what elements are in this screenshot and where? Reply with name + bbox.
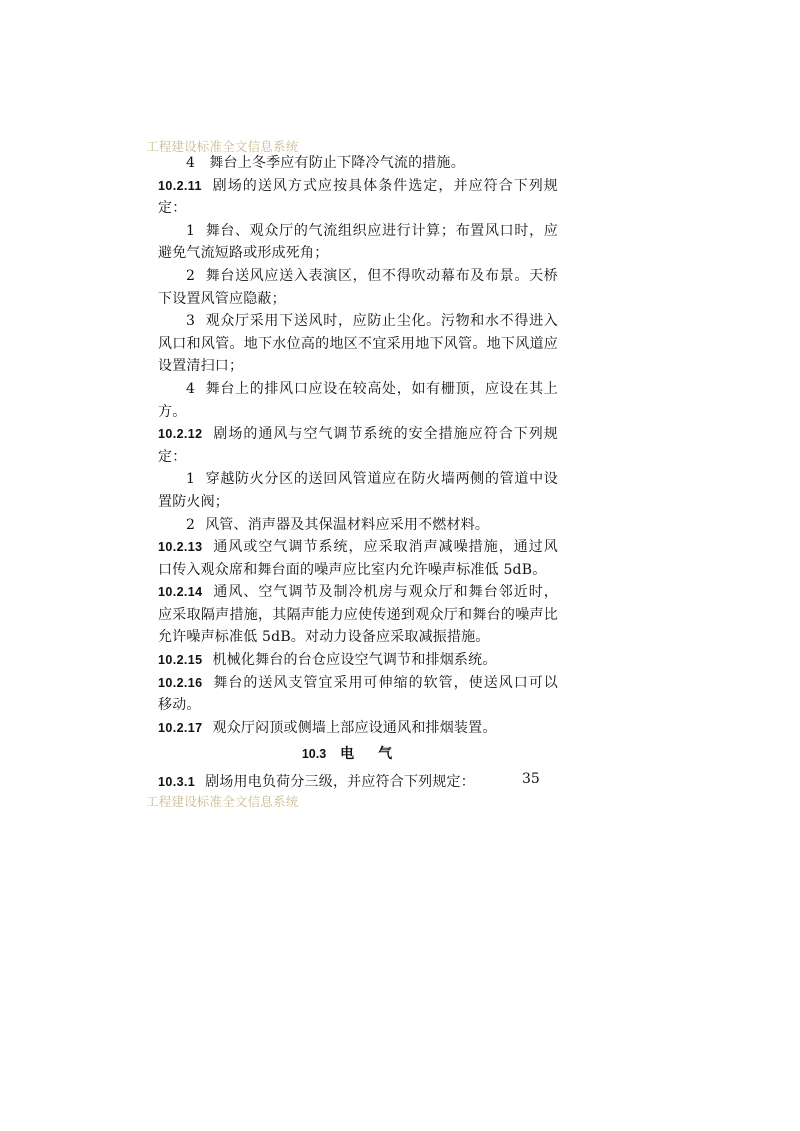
clause-text: 舞台的送风支管宜采用可伸缩的软管，使送风口可以 (212, 674, 558, 691)
list-item (158, 514, 558, 537)
clause-number: 10.3.1 (158, 775, 196, 790)
text-line: 下设置风管应隐蔽； (158, 290, 286, 307)
clause-10-2-15 (158, 649, 558, 672)
item-number: 2 (186, 267, 196, 284)
item-number: 3 (186, 313, 196, 330)
clause-10-2-14 (158, 581, 558, 604)
list-item (158, 378, 558, 401)
clause-number: 10.2.15 (158, 653, 203, 668)
section-number: 10.3 (301, 747, 327, 762)
text-line: 应采取隔声措施，其隔声能力应使传递到观众厅和舞台的噪声比 (158, 606, 558, 623)
list-item (158, 468, 558, 491)
clause-text: 通风、空气调节及制冷机房与观众厅和舞台邻近时， (212, 584, 558, 601)
clause-number: 10.2.14 (158, 585, 203, 600)
text-line: 设置清扫口； (158, 358, 244, 375)
text-line: 置防火阀； (158, 493, 229, 510)
watermark-top: 工程建设标准全文信息系统 (146, 139, 299, 154)
section-heading (158, 743, 558, 766)
clause-text: 通风或空气调节系统，应采取消声减噪措施，通过风 (212, 539, 558, 556)
text-line: 移动。 (158, 697, 201, 714)
item-text: 穿越防火分区的送回风管道应在防火墙两侧的管道中设 (205, 471, 558, 488)
clause-text: 机械化舞台的台仓应设空气调节和排烟系统。 (212, 652, 497, 669)
item-text: 舞台上的排风口应设在较高处，如有栅顶，应设在其上 (205, 380, 558, 397)
list-item (158, 265, 558, 288)
item-number: 2 (186, 516, 196, 533)
item-text: 风管、消声器及其保温材料应采用不燃材料。 (205, 516, 490, 533)
clause-10-2-11 (158, 175, 558, 198)
item-number: 4 (186, 380, 196, 397)
list-item (158, 310, 558, 333)
clause-text: 剧场的送风方式应按具体条件选定，并应符合下列规 (211, 177, 558, 194)
item-number: 1 (186, 471, 196, 488)
clause-10-2-12 (158, 423, 558, 446)
clause-10-2-16 (158, 672, 558, 695)
document-body (158, 152, 558, 794)
clause-10-2-17 (158, 717, 558, 740)
item-text: 观众厅采用下送风时，应防止尘化。污物和水不得进入 (205, 313, 558, 330)
clause-number: 10.2.13 (158, 540, 203, 555)
clause-number: 10.2.17 (158, 720, 203, 735)
section-title: 电气 (340, 746, 417, 763)
list-item (158, 220, 558, 243)
text-line: 允许噪声标准低 5dB。对动力设备应采取减振措施。 (158, 629, 490, 646)
text-line: 风口和风管。地下水位高的地区不宜采用地下风管。地下风道应 (158, 335, 558, 352)
text-line: 避免气流短路或形成死角； (158, 245, 329, 262)
clause-10-2-13 (158, 536, 558, 559)
clause-number: 10.2.12 (158, 427, 203, 442)
text-line: 定： (158, 200, 187, 217)
item-number: 1 (186, 222, 196, 239)
clause-number: 10.2.11 (158, 178, 202, 193)
text-line: 4 舞台上冬季应有防止下降冷气流的措施。 (186, 155, 465, 171)
item-text: 舞台送风应送入表演区，但不得吹动幕布及布景。天桥 (205, 267, 558, 284)
text-line: 定： (158, 448, 187, 465)
watermark-bottom: 工程建设标准全文信息系统 (146, 794, 299, 809)
clause-10-3-1 (158, 771, 558, 794)
clause-text: 剧场用电负荷分三级，并应符合下列规定： (205, 774, 475, 791)
clause-number: 10.2.16 (158, 675, 203, 690)
page-number: 35 (522, 771, 540, 787)
text-line: 方。 (158, 403, 187, 420)
clause-text: 观众厅闷顶或侧墙上部应设通风和排烟装置。 (212, 719, 497, 736)
clause-text: 剧场的通风与空气调节系统的安全措施应符合下列规 (212, 426, 558, 443)
item-text: 舞台、观众厅的气流组织应进行计算；布置风口时，应 (205, 222, 558, 239)
text-line: 口传入观众席和舞台面的噪声应比室内允许噪声标准低 5dB。 (158, 561, 547, 578)
